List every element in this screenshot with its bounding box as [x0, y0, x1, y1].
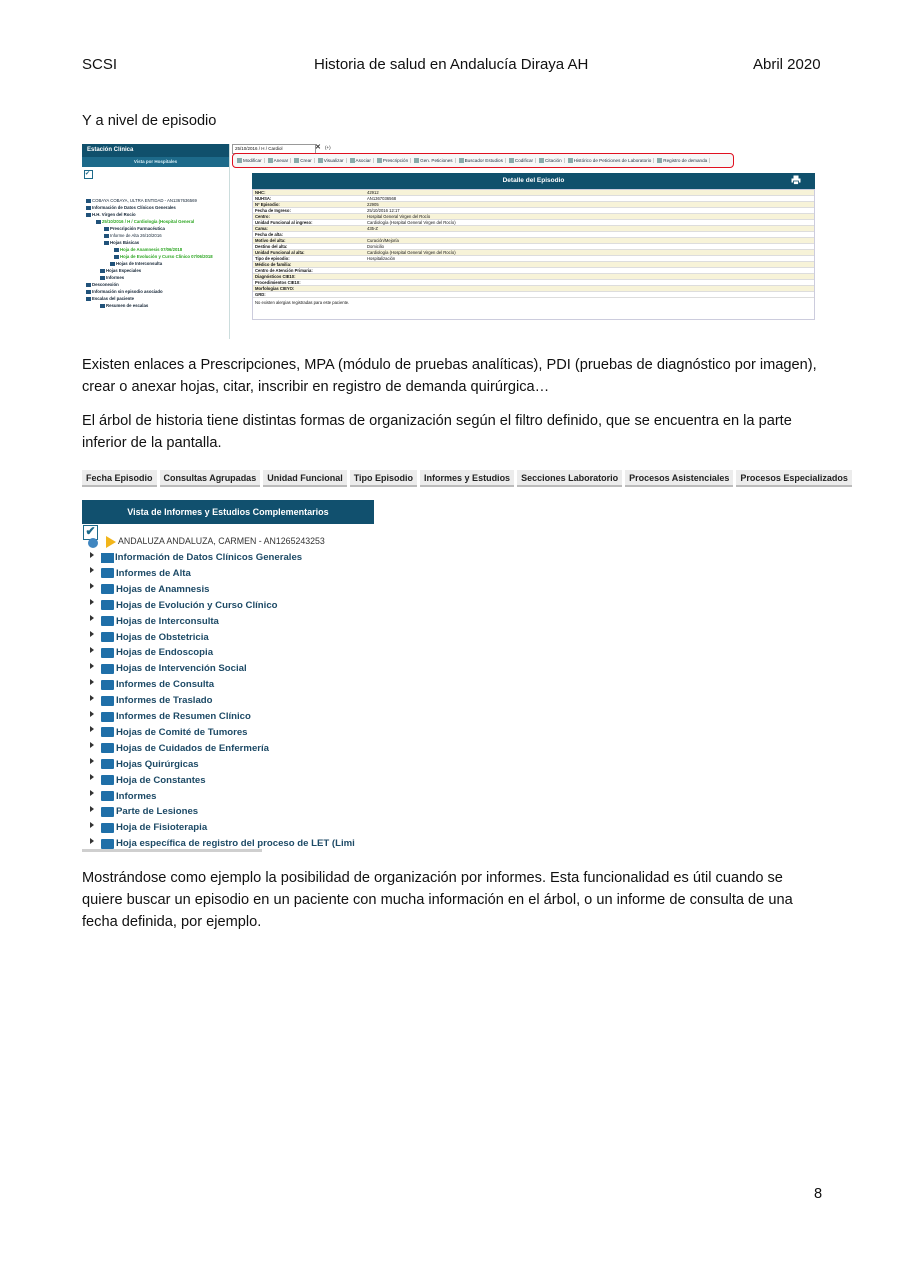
patient-name[interactable]: ANDALUZA ANDALUZA, CARMEN - AN1265243253 [118, 536, 325, 546]
folder-icon [101, 791, 114, 801]
left-tree-item[interactable] [86, 289, 163, 294]
horizontal-scrollbar[interactable] [82, 849, 262, 852]
toolbar-button[interactable] [414, 158, 455, 163]
left-tree-item[interactable] [86, 205, 176, 210]
left-tree-item-label: Hojas de Interconsulta [116, 261, 163, 266]
tree-title: Vista de Informes y Estudios Complementarios [82, 500, 374, 524]
left-tree-item-label: Información de Datos Clínicos Generales [92, 205, 176, 210]
detail-value: Curación/Mejoría [367, 238, 399, 243]
expand-arrow-icon[interactable] [90, 726, 94, 732]
left-panel [82, 144, 230, 339]
tree-item-label: Informes [116, 790, 157, 802]
tree-item[interactable] [90, 677, 214, 692]
filter-tab[interactable]: Tipo Episodio [350, 470, 417, 487]
detail-label: Fecha de alta: [255, 232, 283, 237]
intro-text: Y a nivel de episodio [82, 113, 217, 129]
left-tree-item-label: H.H. Virgen del Rocío [92, 212, 136, 217]
expand-link[interactable]: (+) [325, 145, 331, 150]
folder-icon [100, 276, 105, 280]
detail-value: Domicilio [367, 244, 384, 249]
folder-icon [114, 255, 119, 259]
expand-arrow-icon[interactable] [90, 552, 94, 558]
left-tree-item-label: Hojas Básicas [110, 240, 140, 245]
detail-label: Procedimientos CIE10: [255, 280, 301, 285]
toolbar-icon [268, 158, 273, 163]
detail-label: Centro de Atención Primaria: [255, 268, 313, 273]
filter-tab[interactable]: Procesos Asistenciales [625, 470, 733, 487]
detail-label: Cama: [255, 226, 268, 231]
left-tree-item-label: 25/10/2016 / H / Cardiología (Hospital General [102, 219, 195, 224]
detail-value [367, 280, 814, 285]
expand-arrow-icon[interactable] [90, 774, 94, 780]
tree-item-label: Informes de Consulta [116, 679, 215, 691]
folder-icon [101, 712, 114, 722]
tree-item[interactable] [90, 725, 248, 740]
expand-arrow-icon[interactable] [90, 695, 94, 701]
header-date: Abril 2020 [753, 56, 821, 73]
detail-value [367, 232, 814, 237]
filter-tab[interactable]: Consultas Agrupadas [160, 470, 261, 487]
folder-icon [101, 680, 114, 690]
detail-value: Hospital General Virgen del Rocío [367, 214, 431, 219]
toolbar-button-label: Citación [545, 158, 562, 163]
detail-label: GRD: [255, 292, 266, 297]
detail-table [252, 189, 815, 320]
folder-icon [110, 262, 115, 266]
detail-label: Unidad Funcional al ingreso: [255, 220, 313, 225]
toolbar-button[interactable] [294, 158, 315, 163]
filter-tab[interactable]: Fecha Episodio [82, 470, 157, 487]
detail-label: Fecha de Ingreso: [255, 208, 291, 213]
toolbar-button-label: Crear [300, 158, 312, 163]
detail-value [367, 262, 814, 267]
left-tree-item[interactable] [86, 282, 119, 287]
detail-label: Centro: [255, 214, 270, 219]
episode-select[interactable]: 25/10/2016 / H / Cardiol [232, 144, 316, 154]
tree-item[interactable] [90, 661, 247, 676]
detail-label: Médico de familia: [255, 262, 292, 267]
toolbar-icon [657, 158, 662, 163]
toolbar-icon [459, 158, 464, 163]
folder-icon [101, 616, 114, 626]
tree-item[interactable] [90, 630, 209, 645]
detail-value: 435-Z [367, 226, 378, 231]
toolbar-button-label: Registro de demanda [663, 158, 708, 163]
left-tree-item-label: Hoja de Evolución y Curso Clínico 07/06/2018 [120, 254, 213, 259]
tree-item[interactable] [90, 693, 213, 708]
detail-title: Detalle del Episodio [502, 177, 565, 184]
left-tree-item-label: Informes [106, 275, 125, 280]
detail-label: Tipo de episodio: [255, 256, 290, 261]
detail-value: Hospitalización [367, 256, 396, 261]
left-tree-item[interactable] [86, 198, 197, 203]
filter-tab[interactable]: Procesos Especializados [736, 470, 852, 487]
folder-icon [104, 227, 109, 231]
toolbar-button-label: Anexar [273, 158, 289, 163]
toolbar-icon [414, 158, 419, 163]
folder-icon [101, 743, 114, 753]
tree-item[interactable] [90, 645, 213, 660]
folder-icon [86, 290, 91, 294]
detail-value: Cardiología (Hospital General Virgen del Rocío) [367, 220, 456, 225]
toolbar-icon [539, 158, 544, 163]
expand-arrow-icon[interactable] [90, 599, 94, 605]
expand-arrow-icon[interactable] [90, 711, 94, 717]
detail-value: 42912 [367, 190, 379, 195]
detail-label: Destino del alta: [255, 244, 288, 249]
folder-icon [100, 304, 105, 308]
toolbar-button-label: Buscador Estudios [464, 158, 503, 163]
left-tree-item[interactable] [86, 212, 136, 217]
tree-item[interactable] [90, 598, 278, 613]
tree-item-label: Información de Datos Clínicos Generales [115, 552, 303, 563]
detail-label: NHC: [255, 190, 266, 195]
left-tree-item[interactable] [114, 247, 182, 252]
toolbar-button[interactable] [657, 158, 710, 163]
tree-item-label: Hojas de Intervención Social [116, 663, 247, 675]
detail-value: 22905 [367, 202, 379, 207]
expand-arrow-icon[interactable] [90, 838, 94, 844]
toolbar-button[interactable] [539, 158, 565, 163]
tree-item[interactable] [90, 804, 198, 819]
tree-item-label: Hojas de Obstetricia [116, 631, 209, 643]
tree-item-label: Informes de Alta [116, 567, 191, 579]
detail-value [367, 274, 814, 279]
left-tree-item-label: Informe de Alta 26/10/2016 [110, 233, 162, 238]
tree-item-label: Hoja de Constantes [116, 774, 206, 786]
left-tree-item-label: Resumen de escalas [106, 303, 149, 308]
toolbar-button[interactable] [509, 158, 536, 163]
paragraph-links: Existen enlaces a Prescripciones, MPA (módulo de pruebas analíticas), PDI (pruebas de diagnóstico por imagen), crear o anexar hojas, citar, inscribir en registro de demanda quirúrgica… [82, 357, 817, 395]
toolbar-icon [568, 158, 573, 163]
toolbar-icon [509, 158, 514, 163]
left-tree-item[interactable] [100, 268, 141, 273]
tree-item[interactable] [90, 614, 219, 629]
episode-screenshot [82, 141, 815, 339]
episode-toolbar [232, 153, 734, 168]
toolbar-button[interactable] [568, 158, 655, 163]
toolbar-icon [294, 158, 299, 163]
left-tree-item[interactable] [110, 261, 162, 266]
filter-tab[interactable]: Informes y Estudios [420, 470, 514, 487]
tree-item-label: Hojas Quirúrgicas [116, 758, 199, 770]
tree-item-label: Hojas de Interconsulta [116, 615, 219, 627]
left-tree-item[interactable] [86, 296, 134, 301]
folder-icon [104, 241, 109, 245]
left-tree-item[interactable] [104, 226, 165, 231]
left-tree-item-label: Escalas del paciente [92, 296, 135, 301]
tree-item[interactable] [90, 757, 199, 772]
expand-arrow-icon[interactable] [90, 790, 94, 796]
folder-icon [101, 839, 114, 849]
expand-arrow-icon[interactable] [90, 742, 94, 748]
detail-label: NUHSA: [255, 196, 272, 201]
detail-label: Motivo del alta: [255, 238, 286, 243]
filter-tab[interactable]: Secciones Laboratorio [517, 470, 622, 487]
folder-icon [86, 213, 91, 217]
tree-item-label: Hojas de Comité de Tumores [116, 726, 248, 738]
folder-icon [101, 600, 114, 610]
folder-icon [101, 696, 114, 706]
toolbar-button-label: Prescripción [382, 158, 409, 163]
toolbar-button-label: Modificar [243, 158, 262, 163]
toolbar-button-label: Asociar [355, 158, 371, 163]
folder-icon [101, 648, 114, 658]
filter-tab[interactable]: Unidad Funcional [263, 470, 347, 487]
folder-icon [86, 283, 91, 287]
tree-item[interactable] [90, 550, 302, 565]
left-tree-item-label: Hojas Especiales [106, 268, 142, 273]
left-tree-item-label: COBAYA COBAYA, ULTRA ENTIDAD - AN1367636569 [92, 198, 197, 203]
folder-icon [101, 775, 114, 785]
toolbar-button-label: Gen. Peticiones [420, 158, 453, 163]
folder-icon [100, 269, 105, 273]
expand-arrow-icon[interactable] [90, 647, 94, 653]
left-tree-item-label: Información sin episodio asociado [92, 289, 163, 294]
expand-arrow-icon[interactable] [90, 631, 94, 637]
expand-arrow-icon[interactable] [90, 758, 94, 764]
tree-item-label: Hojas de Anamnesis [116, 583, 210, 595]
print-icon[interactable] [791, 175, 801, 185]
detail-label: Nº Episodio: [255, 202, 280, 207]
tree-item[interactable] [90, 709, 251, 724]
toolbar-button-label: Histórico de Peticiones de Laboratorio [573, 158, 652, 163]
left-tree-item[interactable] [104, 233, 162, 238]
tree-item[interactable] [90, 582, 209, 597]
tree-item[interactable] [90, 773, 206, 788]
globe-icon [88, 538, 98, 548]
arrow-icon [106, 536, 116, 548]
paragraph-tree: El árbol de historia tiene distintas formas de organización según el filtro definido, que se encuentra en la parte inferior de la pantalla. [82, 413, 792, 451]
toolbar-icon [237, 158, 242, 163]
toolbar-button[interactable] [350, 158, 374, 163]
expand-arrow-icon[interactable] [90, 583, 94, 589]
detail-value [367, 268, 814, 273]
left-tree-item[interactable] [100, 303, 148, 308]
folder-icon [86, 206, 91, 210]
expand-arrow-icon[interactable] [90, 663, 94, 669]
left-tree-item[interactable] [100, 275, 124, 280]
expand-arrow-icon[interactable] [90, 679, 94, 685]
detail-header [252, 173, 815, 189]
folder-icon [101, 584, 114, 594]
left-panel-title: Estación Clínica [82, 144, 229, 157]
toolbar-icon [377, 158, 382, 163]
folder-icon [114, 248, 119, 252]
folder-icon [86, 297, 91, 301]
checkbox-icon[interactable]: ✔ [83, 525, 98, 540]
filter-tab-bar [82, 470, 848, 487]
left-tree-item-label: Prescripción Farmacéutica [110, 226, 165, 231]
detail-value: 25/10/2016 12:17 [367, 208, 400, 213]
left-panel-subtitle: Vista por Hospitales [82, 157, 229, 167]
detail-value [367, 292, 814, 297]
navigation-icons [88, 535, 118, 549]
left-tree-item[interactable] [104, 240, 139, 245]
close-icon[interactable]: ✕ [315, 144, 321, 151]
toolbar-button[interactable] [268, 158, 292, 163]
tree-item-label: Hojas de Evolución y Curso Clínico [116, 599, 278, 611]
left-tree-item[interactable] [114, 254, 213, 259]
folder-icon [104, 234, 109, 238]
tree-item-label: Hoja de Fisioterapia [116, 822, 208, 834]
allergy-note: No existen alergias registradas para este paciente. [255, 300, 350, 305]
table-icon [101, 553, 114, 563]
tree-item-label: Informes de Traslado [116, 695, 213, 707]
tree-item-label: Parte de Lesiones [116, 806, 199, 818]
detail-value [367, 286, 814, 291]
header-left: SCSI [82, 56, 118, 73]
tree-item-label: Hojas de Cuidados de Enfermería [116, 742, 270, 754]
reports-tree-screenshot [82, 500, 374, 852]
toolbar-button[interactable] [377, 158, 411, 163]
detail-label: Unidad Funcional al alta: [255, 250, 305, 255]
tree-item-label: Hojas de Endoscopia [116, 647, 214, 659]
toolbar-button[interactable] [318, 158, 347, 163]
left-tree-item-label: Hoja de Anamnesis 07/06/2018 [120, 247, 183, 252]
folder-icon [101, 807, 114, 817]
toolbar-button[interactable] [459, 158, 506, 163]
tree-item-label: Informes de Resumen Clínico [116, 711, 251, 722]
folder-icon [101, 727, 114, 737]
toolbar-button[interactable] [237, 158, 265, 163]
left-tree-item[interactable] [96, 219, 194, 224]
left-tree-item-label: Desconexión [92, 282, 119, 287]
tree-item[interactable] [90, 566, 191, 581]
toolbar-button-label: Visualizar [323, 158, 344, 163]
detail-label: Diagnósticos CIE10: [255, 274, 296, 279]
expand-arrow-icon[interactable] [90, 806, 94, 812]
toolbar-icon [318, 158, 323, 163]
detail-label: Morfologías CIEYO: [255, 286, 295, 291]
folder-icon [101, 823, 114, 833]
detail-value: AN1367036568 [367, 196, 397, 201]
tree-item[interactable] [90, 820, 207, 835]
header-title: Historia de salud en Andalucía Diraya AH [314, 56, 589, 73]
folder-icon [101, 568, 114, 578]
expand-arrow-icon[interactable] [90, 615, 94, 621]
tree-item[interactable] [90, 789, 157, 804]
checkbox-icon[interactable]: ✔ [84, 170, 93, 179]
tree-item[interactable] [90, 741, 269, 756]
toolbar-button-label: Codificar [514, 158, 534, 163]
paragraph-example: Mostrándose como ejemplo la posibilidad de organización por informes. Esta funcionalidad es útil cuando se quiere buscar un episodio en un paciente con mucha información en el árbol, o un informe de consulta de una fecha definida, por ejemplo. [82, 870, 793, 930]
toolbar-icon [350, 158, 355, 163]
detail-value: Cardiología (Hospital General Virgen del Rocío) [367, 250, 456, 255]
folder-icon [86, 199, 91, 203]
page-number: 8 [814, 1186, 823, 1202]
folder-icon [101, 664, 114, 674]
folder-icon [101, 759, 114, 769]
expand-arrow-icon[interactable] [90, 567, 94, 573]
expand-arrow-icon[interactable] [90, 822, 94, 828]
folder-icon [96, 220, 101, 224]
folder-icon [101, 632, 114, 642]
tree-item-label: Hoja específica de registro del proceso de LET (Limi [116, 838, 355, 850]
